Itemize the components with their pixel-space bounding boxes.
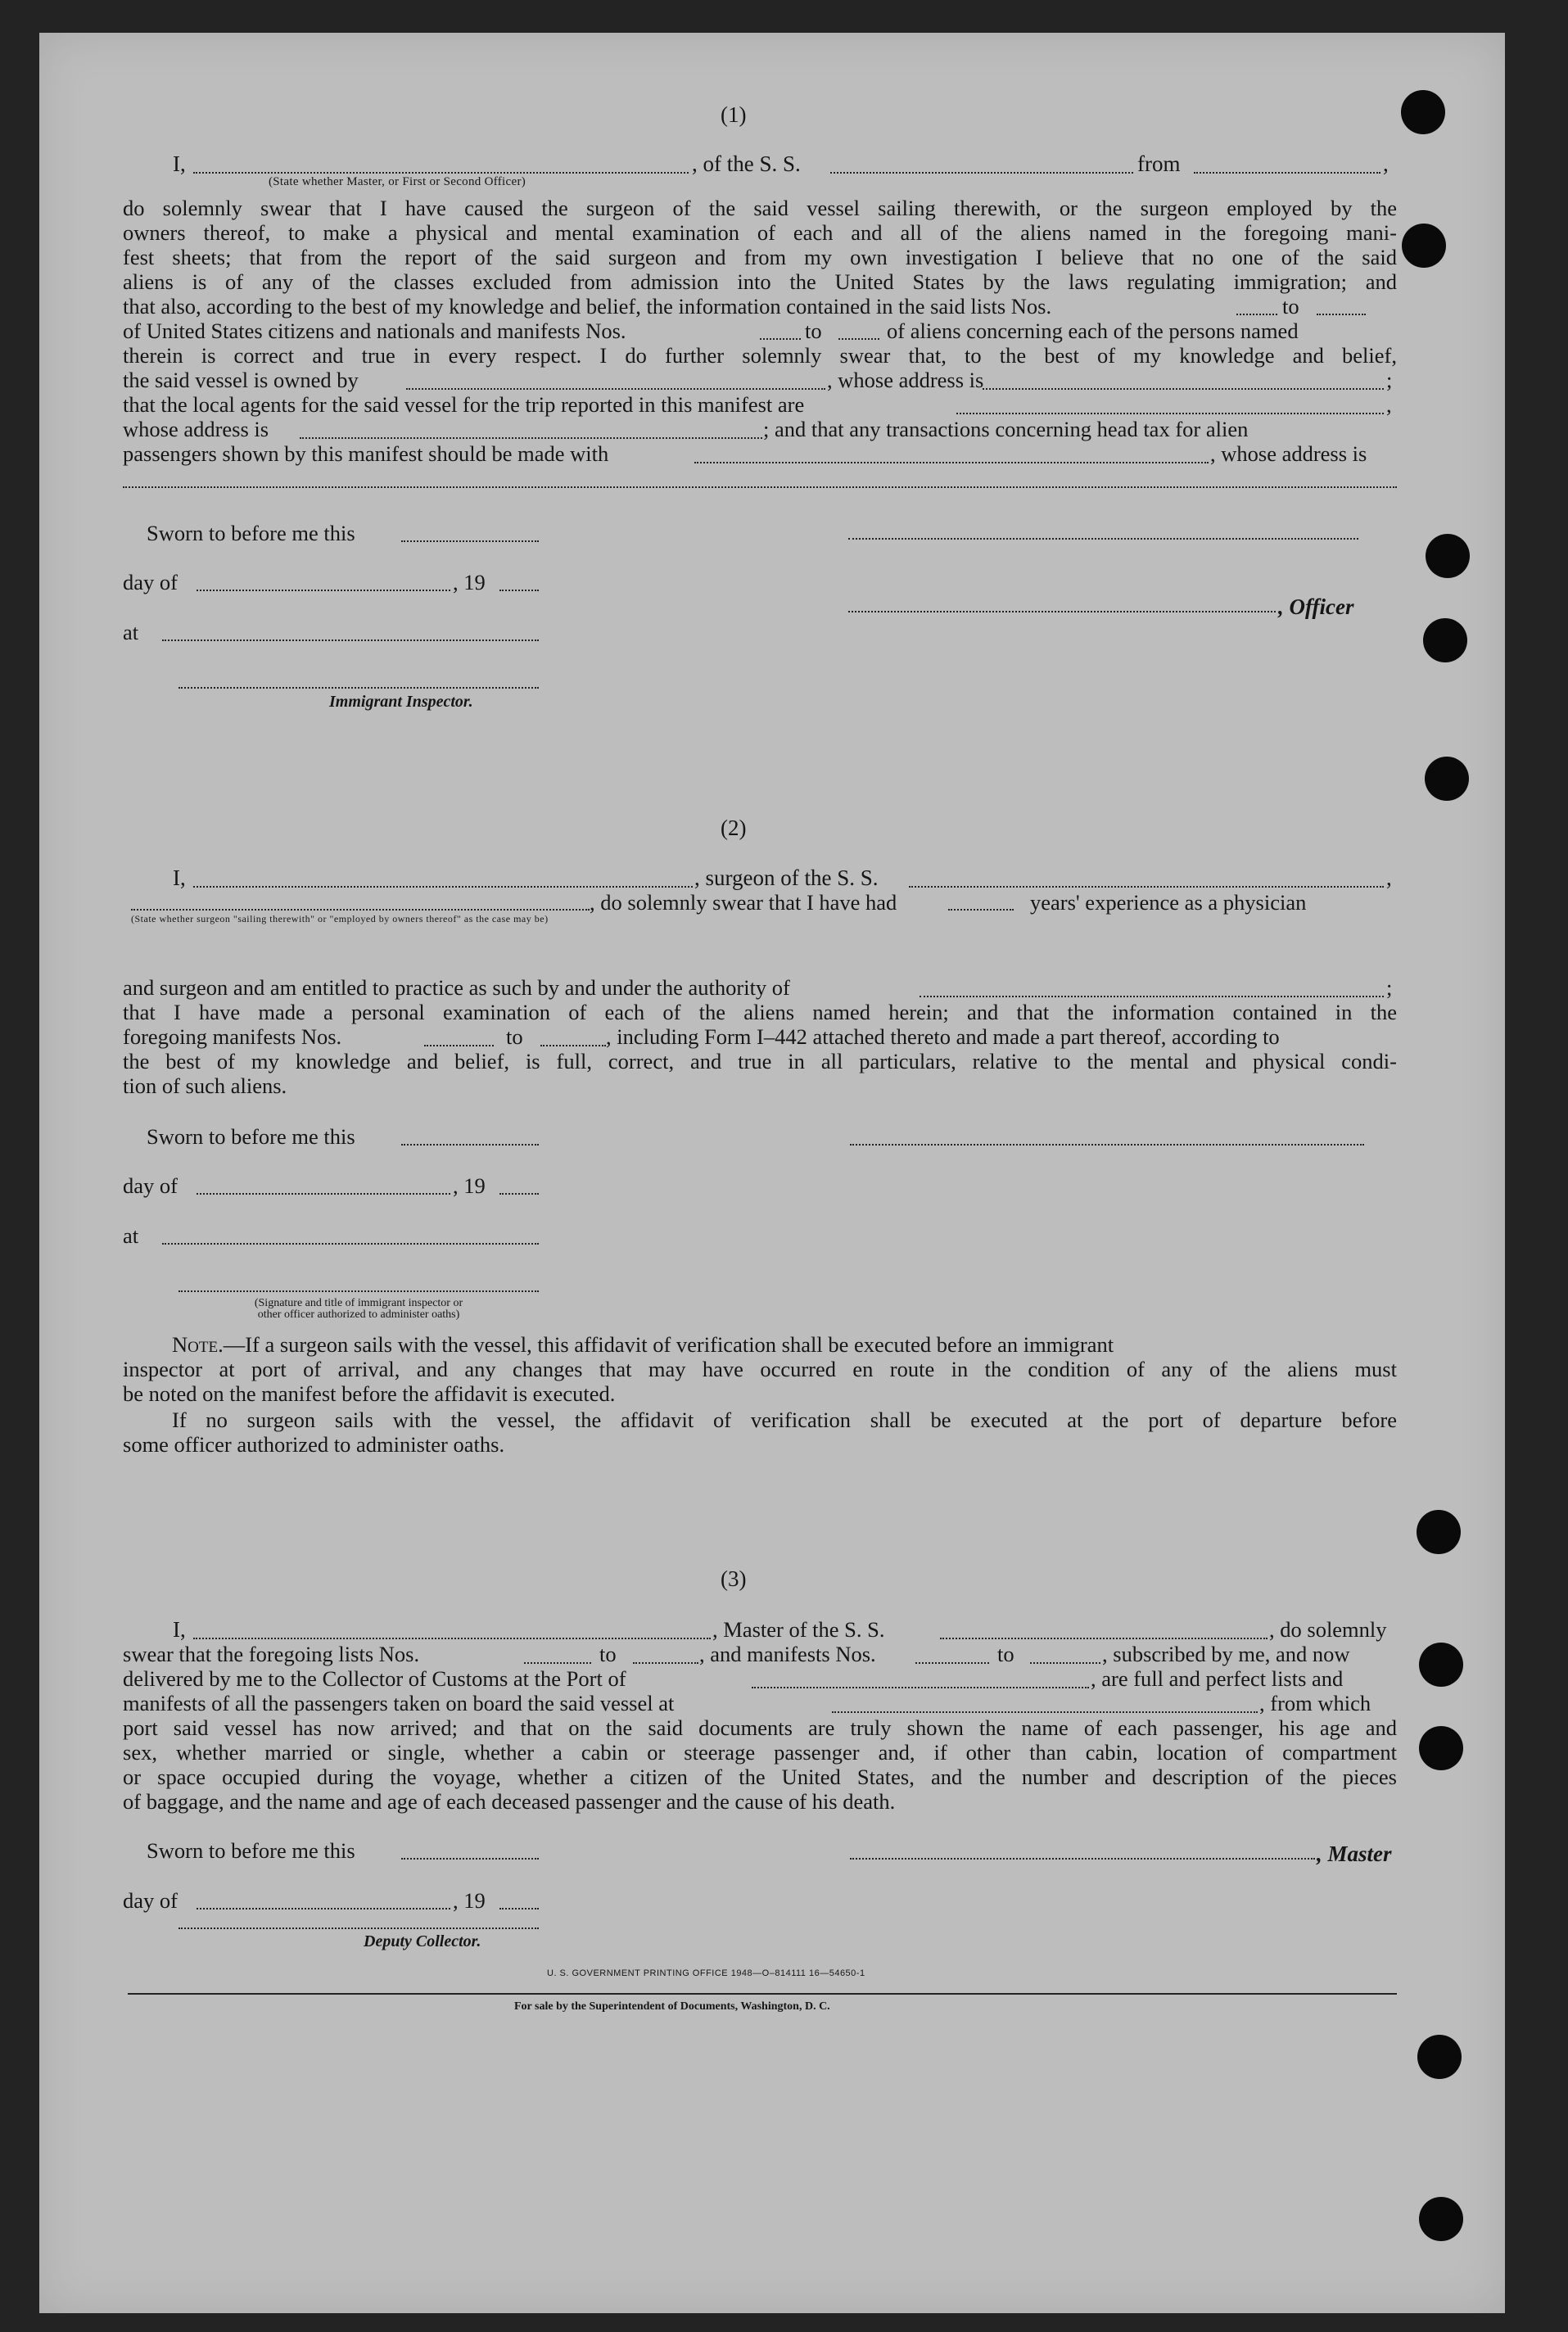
binder-hole: [1426, 534, 1470, 578]
to-label: to: [805, 319, 822, 343]
whose-address-end: , whose address is: [1210, 441, 1367, 466]
master-of-label: , Master of the S. S.: [712, 1617, 885, 1642]
including-text: , including Form I–442 attached thereto and made a part thereof, according to: [606, 1024, 1280, 1049]
full-perfect-text: , are full and perfect lists and: [1091, 1666, 1344, 1691]
oath-i: I,: [173, 1617, 186, 1642]
delivered-text: delivered by me to the Collector of Customs at the Port of: [123, 1666, 626, 1691]
section-number: (1): [721, 102, 747, 127]
comma: ,: [1386, 392, 1392, 417]
oath-text-line: port said vessel has now arrived; and that on the said documents are truly shown the name of each passenger, his age and: [123, 1715, 1397, 1740]
surgeon-status-field[interactable]: [131, 909, 590, 911]
signature-line[interactable]: [848, 538, 1358, 540]
manifest-from-field[interactable]: [760, 338, 801, 340]
oath-text-line: do solemnly swear that I have caused the surgeon of the said vessel sailing therewith, or the surgeon employed by the: [123, 196, 1397, 220]
note-text: —If a surgeon sails with the vessel, this affidavit of verification shall be executed before an immigrant: [223, 1332, 1114, 1357]
owned-by-label: the said vessel is owned by: [123, 368, 359, 392]
master-label: , Master: [1317, 1842, 1392, 1866]
years-experience-field[interactable]: [948, 909, 1014, 911]
at-label: at: [123, 620, 139, 644]
head-tax-address-field[interactable]: [123, 486, 1397, 488]
oath-text-line: that I have made a personal examination of each of the aliens named herein; and that the information contained in the: [123, 1000, 1397, 1024]
authority-field[interactable]: [920, 996, 1384, 997]
inspector-label: Immigrant Inspector.: [329, 693, 473, 711]
officer-caption: (State whether Master, or First or Second Officer): [269, 175, 526, 188]
surgeon-name-field[interactable]: [193, 886, 693, 888]
surgeon-vessel-field[interactable]: [909, 886, 1384, 888]
surgeon-signature-field[interactable]: [850, 1144, 1364, 1146]
oath-text-line: or space occupied during the voyage, whether a citizen of the United States, and the number and description of the pieces: [123, 1765, 1397, 1789]
master-vessel-field[interactable]: [940, 1638, 1268, 1639]
note-label: Note.: [172, 1332, 224, 1357]
port-field[interactable]: [752, 1687, 1089, 1688]
year-field[interactable]: [499, 590, 539, 591]
sworn-day-field[interactable]: [401, 540, 539, 542]
surgeon-manifest-from-field[interactable]: [424, 1045, 494, 1046]
section-number: (2): [721, 816, 747, 840]
oath-text-line: of baggage, and the name and age of each deceased passenger and the cause of his death.: [123, 1789, 896, 1814]
year-field[interactable]: [499, 1908, 539, 1909]
to-label: to: [1282, 294, 1299, 319]
master-signature-field[interactable]: [850, 1858, 1315, 1860]
oath-i: I,: [173, 865, 186, 890]
whose-address-label: whose address is: [123, 417, 269, 441]
and-manifests-text: , and manifests Nos.: [699, 1642, 876, 1666]
citizens-text: of United States citizens and nationals and manifests Nos.: [123, 319, 626, 343]
officer-signature-field[interactable]: [848, 611, 1276, 612]
list-from-field[interactable]: [1236, 314, 1277, 315]
officer-field[interactable]: [193, 172, 689, 174]
manifests-all-text: manifests of all the passengers taken on board the said vessel at: [123, 1691, 675, 1715]
whose-address-label: , whose address is: [827, 368, 984, 392]
sworn-label: Sworn to before me this: [147, 1838, 355, 1863]
vessel-name-field[interactable]: [830, 172, 1133, 174]
section-number: (3): [721, 1566, 747, 1591]
binder-hole: [1402, 224, 1446, 268]
signature-caption: other officer authorized to administer oaths): [257, 1308, 460, 1321]
binder-hole: [1419, 2197, 1463, 2241]
head-tax-agent-field[interactable]: [694, 462, 1209, 463]
oath-text-line: the best of my knowledge and belief, is full, correct, and true in all particulars, relative to the mental and physical condi-: [123, 1049, 1397, 1073]
deputy-label: Deputy Collector.: [364, 1932, 481, 1950]
master-name-field[interactable]: [193, 1638, 711, 1639]
month-field[interactable]: [197, 590, 450, 591]
boarding-port-field[interactable]: [832, 1711, 1258, 1713]
year-label: , 19: [453, 1888, 486, 1913]
entitled-text: and surgeon and am entitled to practice as such by and under the authority of: [123, 975, 790, 1000]
of-the-ss: , of the S. S.: [692, 151, 801, 176]
sworn-label: Sworn to before me this: [147, 1124, 355, 1149]
list-to-field[interactable]: [1317, 314, 1366, 315]
note-line: inspector at port of arrival, and any changes that may have occurred en route in the condition of any of the aliens must: [123, 1357, 1397, 1381]
footer-rule: [128, 1993, 1397, 1995]
day-of-label: day of: [123, 1173, 178, 1198]
sworn-day-field[interactable]: [401, 1144, 539, 1146]
semicolon: ;: [1386, 975, 1393, 1000]
swear-lists-text: swear that the foregoing lists Nos.: [123, 1642, 420, 1666]
from-label: from: [1137, 151, 1181, 176]
lists-nos-text: that also, according to the best of my knowledge and belief, the information contained in the said lists Nos.: [123, 294, 1052, 319]
oath-text-line: therein is correct and true in every respect. I do further solemnly swear that, to the best of my knowledge and belief,: [123, 343, 1397, 368]
owner-address-field[interactable]: [983, 388, 1384, 390]
year-field[interactable]: [499, 1193, 539, 1195]
deputy-signature-line[interactable]: [178, 1928, 539, 1929]
from-which-text: , from which: [1259, 1691, 1371, 1715]
sworn-label: Sworn to before me this: [147, 521, 355, 545]
month-field[interactable]: [197, 1193, 450, 1195]
at-label: at: [123, 1223, 139, 1248]
swear-had-text: , do solemnly swear that I have had: [590, 890, 897, 915]
master-list-from-field[interactable]: [524, 1662, 591, 1664]
day-of-label: day of: [123, 570, 178, 594]
oath-text-line: tion of such aliens.: [123, 1073, 287, 1098]
to-label: to: [997, 1642, 1014, 1666]
for-sale-text: For sale by the Superintendent of Documents, Washington, D. C.: [514, 2000, 830, 2013]
binder-hole: [1423, 618, 1467, 662]
manifest-page: [39, 33, 1505, 2313]
do-solemnly-label: , do solemnly: [1269, 1617, 1387, 1642]
month-field[interactable]: [197, 1908, 450, 1909]
manifest-to-field[interactable]: [838, 338, 879, 340]
surgeon-manifest-to-field[interactable]: [540, 1045, 606, 1046]
binder-hole: [1401, 90, 1445, 134]
year-label: , 19: [453, 570, 486, 594]
foregoing-text: foregoing manifests Nos.: [123, 1024, 342, 1049]
to-label: to: [506, 1024, 523, 1049]
master-list-to-field[interactable]: [633, 1662, 698, 1664]
binder-hole: [1419, 1726, 1463, 1770]
head-tax-text: ; and that any transactions concerning head tax for alien: [763, 417, 1249, 441]
note-line: some officer authorized to administer oaths.: [123, 1432, 505, 1457]
local-agents-field[interactable]: [956, 413, 1384, 414]
aliens-text: of aliens concerning each of the persons named: [887, 319, 1299, 343]
surgeon-of-label: , surgeon of the S. S.: [694, 865, 879, 890]
day-of-label: day of: [123, 1888, 178, 1913]
binder-hole: [1419, 1643, 1463, 1687]
note-line: be noted on the manifest before the affidavit is executed.: [123, 1381, 616, 1406]
signature-caption: (Signature and title of immigrant inspector or: [254, 1297, 463, 1309]
gpo-imprint: U. S. GOVERNMENT PRINTING OFFICE 1948—O–814111 16—54650-1: [547, 1968, 865, 1978]
officer-label: , Officer: [1278, 594, 1354, 619]
agents-address-field[interactable]: [300, 437, 762, 439]
note-line: [172, 1332, 1397, 1358]
at-place-field[interactable]: [162, 639, 539, 641]
owner-field[interactable]: [406, 388, 825, 390]
oath-text-line: fest sheets; that from the report of the said surgeon and from my own investigation I believe that no one of the said: [123, 245, 1397, 269]
at-place-field[interactable]: [162, 1243, 539, 1245]
year-label: , 19: [453, 1173, 486, 1198]
to-label: to: [599, 1642, 617, 1666]
master-manifest-from-field[interactable]: [915, 1662, 989, 1664]
comma: ,: [1383, 151, 1389, 176]
sworn-day-field[interactable]: [401, 1858, 539, 1860]
years-experience-text: years' experience as a physician: [1030, 890, 1307, 915]
oath-text-line: sex, whether married or single, whether a cabin or steerage passenger and, if other than cabin, location of compartment: [123, 1740, 1397, 1765]
binder-hole: [1417, 1510, 1461, 1554]
subscribed-text: , subscribed by me, and now: [1102, 1642, 1350, 1666]
signature-line[interactable]: [178, 1290, 539, 1292]
note-line: If no surgeon sails with the vessel, the affidavit of verification shall be executed at the port of departure before: [172, 1408, 1397, 1432]
surgeon-caption: (State whether surgeon "sailing therewith" or "employed by owners thereof" as the case may be): [131, 913, 549, 924]
inspector-signature-line[interactable]: [178, 687, 539, 689]
binder-hole: [1417, 2035, 1462, 2079]
oath-text-line: aliens is of any of the classes excluded from admission into the United States by the laws regulating immigration; and: [123, 269, 1397, 294]
from-port-field[interactable]: [1194, 172, 1380, 174]
oath-text-line: owners thereof, to make a physical and mental examination of each and all of the aliens named in the foregoing mani-: [123, 220, 1397, 245]
comma: ,: [1386, 865, 1392, 890]
master-manifest-to-field[interactable]: [1030, 1662, 1100, 1664]
oath-i: I,: [173, 151, 186, 176]
local-agents-text: that the local agents for the said vessel for the trip reported in this manifest are: [123, 392, 805, 417]
binder-hole: [1425, 757, 1469, 801]
semicolon: ;: [1386, 368, 1393, 392]
passengers-text: passengers shown by this manifest should be made with: [123, 441, 609, 466]
